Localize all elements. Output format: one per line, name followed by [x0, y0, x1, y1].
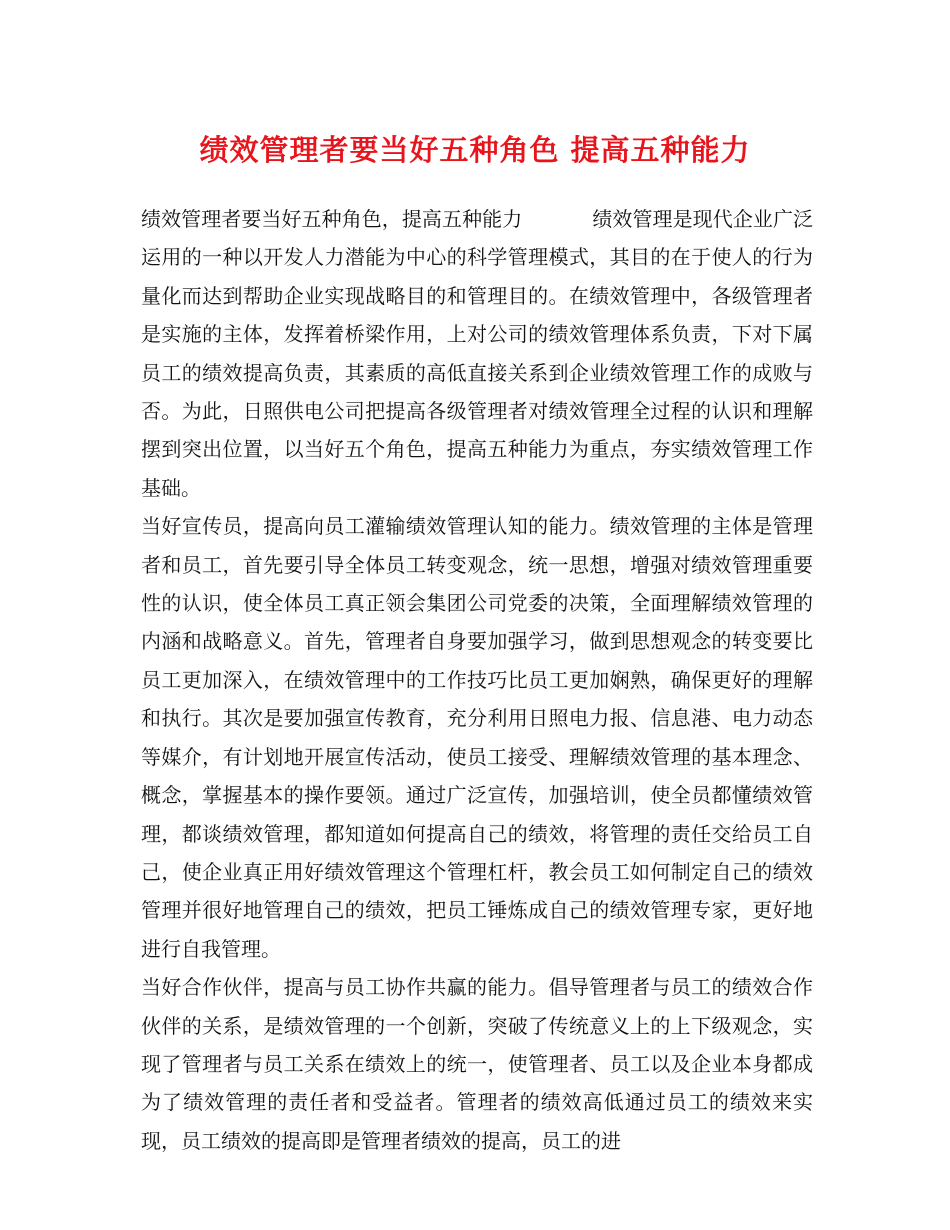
document-body	[141, 200, 813, 1160]
paragraph-propagandist: 当好宣传员，提高向员工灌输绩效管理认知的能力。绩效管理的主体是管理者和员工，首先要引导全体员工转变观念，统一思想，增强对绩效管理重要性的认识，使全体员工真正领会集团公司党委的决策，全面理解绩效管理的内涵和战略意义。首先，管理者自身要加强学习，做到思想观念的转变要比员工更加深入，在绩效管理中的工作技巧比员工更加娴熟，确保更好的理解和执行。其次是要加强宣传教育，充分利用日照电力报、信息港、电力动态等媒介，有计划地开展宣传活动，使员工接受、理解绩效管理的基本理念、概念，掌握基本的操作要领。通过广泛宣传，加强培训，使全员都懂绩效管理，都谈绩效管理，都知道如何提高自己的绩效，将管理的责任交给员工自己，使企业真正用好绩效管理这个管理杠杆，教会员工如何制定自己的绩效管理并很好地管理自己的绩效，把员工锤炼成自己的绩效管理专家，更好地进行自我管理。	[141, 514, 813, 961]
intro-paragraph	[141, 200, 813, 507]
paragraph-text: 绩效管理是现代企业广泛运用的一种以开发人力潜能为中心的科学管理模式，其目的在于使人的行为量化而达到帮助企业实现战略目的和管理目的。在绩效管理中，各级管理者是实施的主体，发挥着桥梁作用，上对公司的绩效管理体系负责，下对下属员工的绩效提高负责，其素质的高低直接关系到企业绩效管理工作的成败与否。为此，日照供电公司把提高各级管理者对绩效管理全过程的认识和理解摆到突出位置，以当好五个角色，提高五种能力为重点，夯实绩效管理工作基础。	[141, 207, 814, 500]
intro-heading: 绩效管理者要当好五种角色，提高五种能力	[141, 207, 523, 231]
document-title: 绩效管理者要当好五种角色 提高五种能力	[199, 133, 751, 167]
paragraph-partner: 当好合作伙伴，提高与员工协作共赢的能力。倡导管理者与员工的绩效合作伙伴的关系，是绩效管理的一个创新，突破了传统意义上的上下级观念，实现了管理者与员工关系在绩效上的统一，使管理者、员工以及企业本身都成为了绩效管理的责任者和受益者。管理者的绩效高低通过员工的绩效来实现，员工绩效的提高即是管理者绩效的提高，员工的进	[141, 975, 813, 1153]
